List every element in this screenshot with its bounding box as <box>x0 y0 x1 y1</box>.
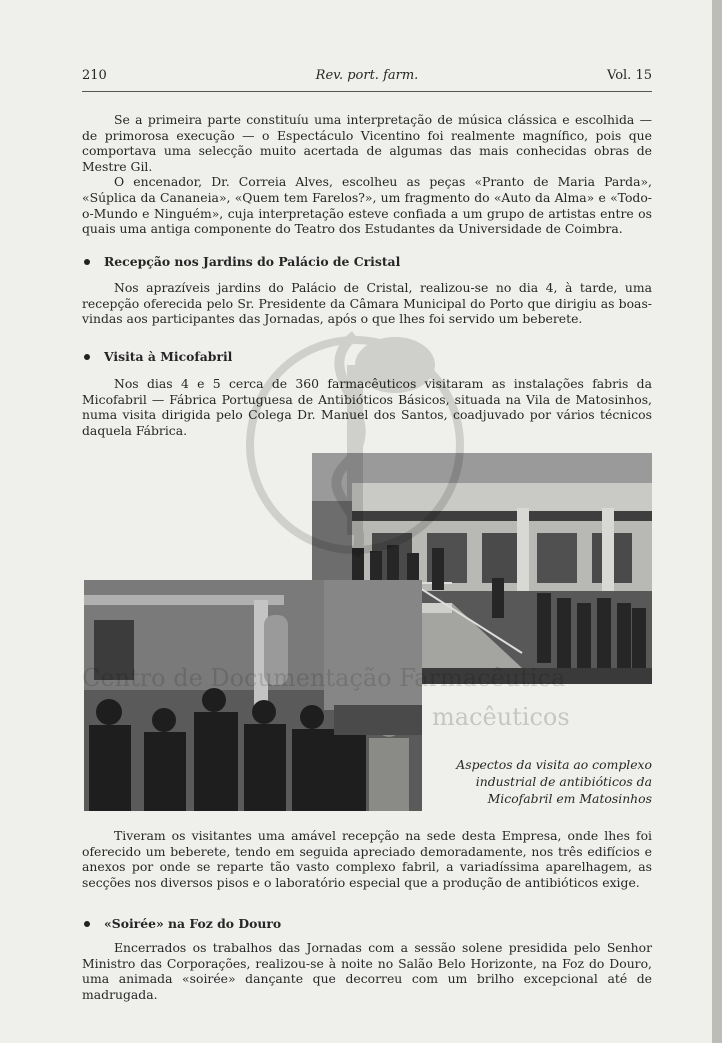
paragraph: Nos aprazíveis jardins do Palácio de Cristal, realizou-se no dia 4, à tarde, uma recepção oferecida pelo Sr. Presidente da Câmara Municipal do Porto que dirigiu as boas-vindas aos participantes das Jornadas, após o que lhes foi servido um beberete. <box>82 280 652 327</box>
section-text <box>82 940 652 1002</box>
section-heading: Recepção nos Jardins do Palácio de Cristal <box>84 254 400 269</box>
paragraph: Encerrados os trabalhos das Jornadas com a sessão solene presidida pelo Senhor Ministro das Corporações, realizou-se à noite no Salão Belo Horizonte, na Foz do Douro, uma animada «soirée» dançante que decorreu com um brilho excepcional até de madrugada. <box>82 940 652 1002</box>
visitors-group-photo <box>84 580 422 811</box>
watermark-text: Centro de Documentação Farmacêutica <box>82 664 566 692</box>
paragraph: Tiveram os visitantes uma amável recepção na sede desta Empresa, onde lhes foi oferecido um beberete, tendo em seguida apreciado demoradamente, nos três edifícios e anexos por onde se reparte tão vasto complexo fabril, a variadíssima aparelhagem, as secções nos diversos pisos e o laboratório especial que a produção de antibióticos exige. <box>82 828 652 890</box>
watermark-text: macêuticos <box>432 703 570 731</box>
figure-caption: Aspectos da visita ao complexo industrial de antibióticos da Micofabril em Matosinhos <box>456 757 652 806</box>
paragraph: Nos dias 4 e 5 cerca de 360 farmacêuticos visitaram as instalações fabris da Micofabril — Fábrica Portuguesa de Antibióticos Básicos, situada na Vila de Matosinhos, numa visita dirigida pelo Colega Dr. Manuel dos Santos, coadjuvado por vários técnicos daquela Fábrica. <box>82 376 652 438</box>
section-heading: «Soirée» na Foz do Douro <box>84 916 281 931</box>
page-number: 210 <box>82 68 107 83</box>
bullet-icon <box>84 354 90 360</box>
journal-title: Rev. port. farm. <box>315 68 419 83</box>
paragraph: Se a primeira parte constituíu uma interpretação de música clássica e escolhida — de primorosa execução — o Espectáculo Vicentino foi realmente magnífico, pois que comportava uma selecção muito acertada de algumas das mais conhecidas obras de Mestre Gil. <box>82 112 652 174</box>
bullet-icon <box>84 259 90 265</box>
intro-text <box>82 112 652 237</box>
section-text <box>82 280 652 327</box>
header-rule <box>82 91 652 92</box>
section-heading: Visita à Micofabril <box>84 349 232 364</box>
section-text <box>82 828 652 890</box>
page-header <box>82 68 652 86</box>
bullet-icon <box>84 921 90 927</box>
section-text <box>82 376 652 438</box>
page-edge <box>712 0 722 1043</box>
volume-label: Vol. 15 <box>607 68 652 83</box>
paragraph: O encenador, Dr. Correia Alves, escolheu as peças «Pranto de Maria Parda», «Súplica da Cananeia», «Quem tem Farelos?», um fragmento do «Auto da Alma» e «Todo-o-Mundo e Ninguém», cuja interpretação esteve confiada a um grupo de artistas entre os quais uma antiga componente do Teatro dos Estudantes da Universidade de Coimbra. <box>82 174 652 237</box>
